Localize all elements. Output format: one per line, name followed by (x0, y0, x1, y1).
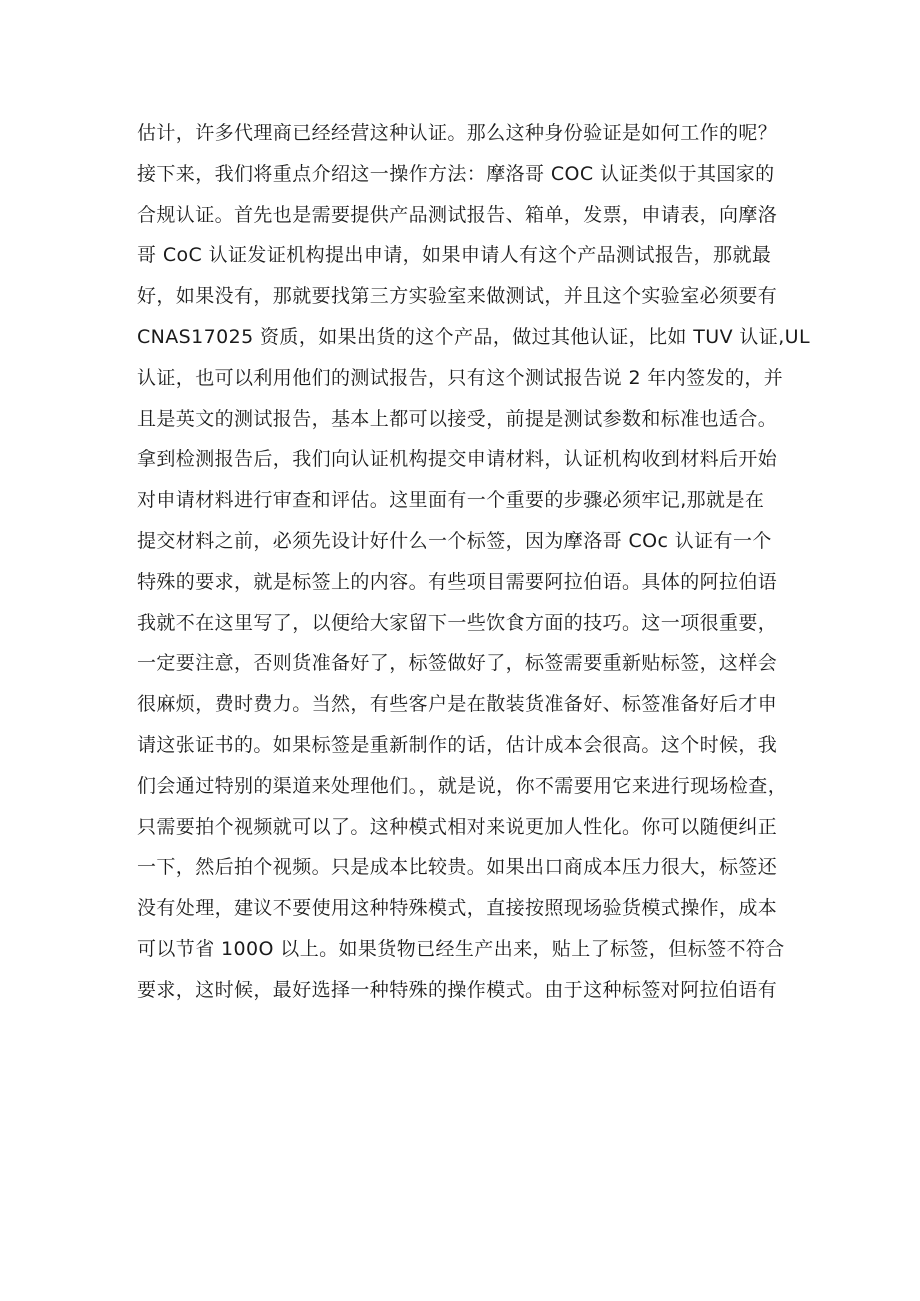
text-line: 请这张证书的。如果标签是重新制作的话，估计成本会很高。这个时候，我 (137, 733, 778, 756)
text-line: 且是英文的测试报告，基本上都可以接受，前提是测试参数和标准也适合。 (137, 407, 778, 430)
text-line: 一下，然后拍个视频。只是成本比较贵。如果出口商成本压力很大，标签还 (137, 856, 778, 879)
text-line: 特殊的要求，就是标签上的内容。有些项目需要阿拉伯语。具体的阿拉伯语 (137, 570, 778, 593)
text-line: 们会通过特别的渠道来处理他们。，就是说，你不需要用它来进行现场检查， (137, 774, 788, 797)
text-line: 好，如果没有，那就要找第三方实验室来做测试，并且这个实验室必须要有 (137, 285, 778, 308)
text-line: 对申请材料进行审查和评估。这里面有一个重要的步骤必须牢记,那就是在 (137, 489, 765, 512)
text-line: 合规认证。首先也是需要提供产品测试报告、箱单，发票，申请表，向摩洛 (137, 203, 778, 226)
text-line: 接下来，我们将重点介绍这一操作方法：摩洛哥 COC 认证类似于其国家的 (137, 162, 775, 185)
text-line: 提交材料之前，必须先设计好什么一个标签，因为摩洛哥 COc 认证有一个 (137, 529, 772, 552)
text-line: 很麻烦，费时费力。当然，有些客户是在散装货准备好、标签准备好后才申 (137, 693, 778, 716)
text-line: 没有处理，建议不要使用这种特殊模式，直接按照现场验货模式操作，成本 (137, 897, 778, 920)
text-line: 估计，许多代理商已经经营这种认证。那么这种身份验证是如何工作的呢？ (137, 122, 778, 144)
text-line: 要求，这时候，最好选择一种特殊的操作模式。由于这种标签对阿拉伯语有 (137, 978, 778, 1001)
text-line: 我就不在这里写了，以便给大家留下一些饮食方面的技巧。这一项很重要， (137, 611, 778, 634)
text-line: CNAS17025 资质，如果出货的这个产品，做过其他认证，比如 TUV 认证,UL (137, 325, 810, 348)
text-line: 只需要拍个视频就可以了。这种模式相对来说更加人性化。你可以随便纠正 (137, 815, 778, 838)
text-line: 可以节省 100O 以上。如果货物已经生产出来，贴上了标签，但标签不符合 (137, 937, 785, 960)
body-text (137, 113, 810, 1011)
text-line: 一定要注意，否则货准备好了，标签做好了，标签需要重新贴标签，这样会 (137, 652, 778, 675)
text-line: 认证，也可以利用他们的测试报告，只有这个测试报告说 2 年内签发的，并 (137, 366, 784, 389)
text-line: 拿到检测报告后，我们向认证机构提交申请材料，认证机构收到材料后开始 (137, 448, 778, 471)
text-line: 哥 CoC 认证发证机构提出申请，如果申请人有这个产品测试报告，那就最 (137, 244, 772, 267)
